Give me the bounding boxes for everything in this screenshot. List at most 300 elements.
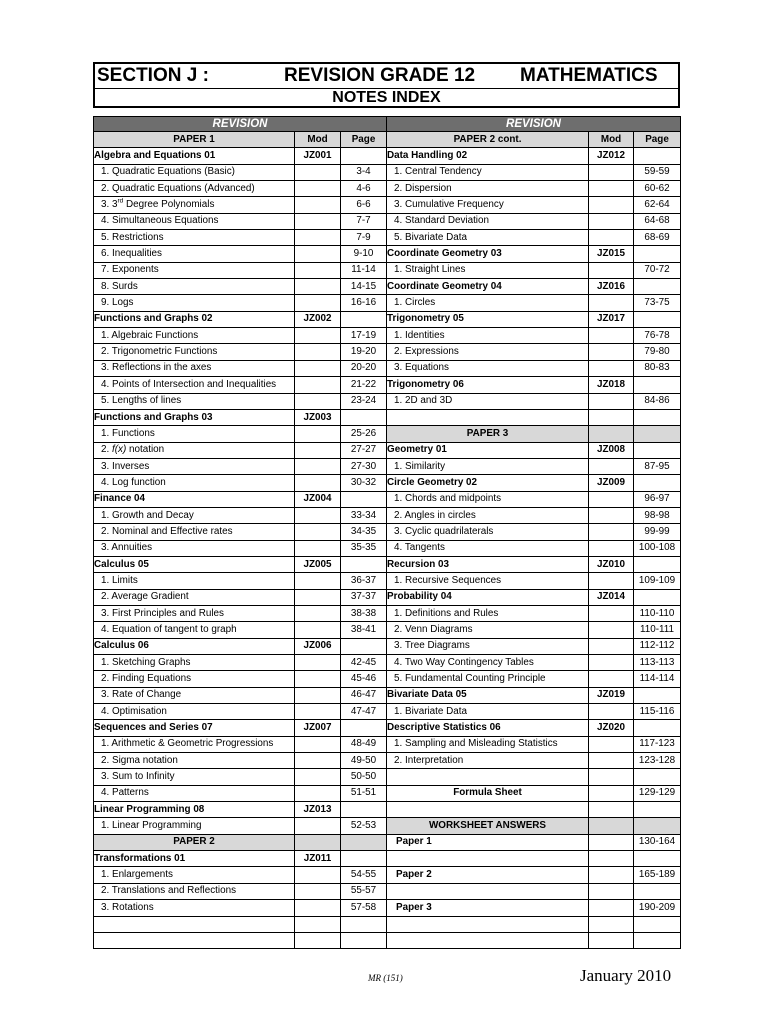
page-range-cell: 4-6 bbox=[341, 181, 387, 197]
page-range-cell: 123-128 bbox=[634, 753, 681, 769]
page-range-cell: 7-7 bbox=[341, 213, 387, 229]
page-range-cell: 110-111 bbox=[634, 622, 681, 638]
empty-cell bbox=[94, 916, 295, 932]
topic-item-cell bbox=[387, 197, 589, 213]
section-title-cell: Circle Geometry 02 bbox=[387, 475, 589, 491]
page-range-cell bbox=[341, 556, 387, 572]
notes-index-subtitle: NOTES INDEX bbox=[332, 89, 441, 106]
revision-label-left: REVISION bbox=[94, 117, 387, 132]
page-range-cell bbox=[341, 720, 387, 736]
section-title-cell: Calculus 06 bbox=[94, 638, 295, 654]
paper2-cont-header: PAPER 2 cont. bbox=[387, 132, 589, 148]
empty-cell bbox=[589, 916, 634, 932]
table-row bbox=[94, 802, 681, 818]
page-range-cell bbox=[634, 720, 681, 736]
empty-cell bbox=[295, 916, 341, 932]
topic-item-cell bbox=[94, 524, 295, 540]
topic-item-cell bbox=[94, 377, 295, 393]
module-code-cell bbox=[589, 622, 634, 638]
empty-cell bbox=[295, 834, 341, 850]
page-range-cell: 59-59 bbox=[634, 164, 681, 180]
page-range-cell: 87-95 bbox=[634, 458, 681, 474]
topic-item-cell bbox=[94, 507, 295, 523]
table-row bbox=[94, 704, 681, 720]
table-row bbox=[94, 720, 681, 736]
table-row bbox=[94, 638, 681, 654]
table-row bbox=[94, 344, 681, 360]
mod-header-right: Mod bbox=[589, 132, 634, 148]
topic-item-cell bbox=[94, 328, 295, 344]
empty-cell bbox=[589, 769, 634, 785]
topic-item-cell bbox=[387, 344, 589, 360]
table-row bbox=[94, 262, 681, 278]
module-code-cell: JZ009 bbox=[589, 475, 634, 491]
topic-item-text: 1. Linear Programming bbox=[101, 820, 202, 832]
topic-item-text: 4. Optimisation bbox=[101, 705, 167, 717]
topic-item-text: 5. Lengths of lines bbox=[101, 395, 182, 407]
page-range-cell: 20-20 bbox=[341, 360, 387, 376]
page-range-cell: 99-99 bbox=[634, 524, 681, 540]
table-row bbox=[94, 818, 681, 834]
table-row bbox=[94, 851, 681, 867]
module-code-cell bbox=[589, 671, 634, 687]
empty-cell bbox=[589, 802, 634, 818]
topic-item-cell bbox=[94, 230, 295, 246]
topic-item-text: 4. Simultaneous Equations bbox=[101, 215, 219, 227]
topic-item-cell bbox=[94, 393, 295, 409]
topic-item-cell bbox=[94, 181, 295, 197]
module-code-cell bbox=[589, 164, 634, 180]
table-row bbox=[94, 769, 681, 785]
page-range-cell: 33-34 bbox=[341, 507, 387, 523]
module-code-cell bbox=[589, 213, 634, 229]
module-code-cell: JZ018 bbox=[589, 377, 634, 393]
page-range-cell bbox=[634, 377, 681, 393]
topic-item-cell bbox=[387, 753, 589, 769]
empty-cell bbox=[634, 883, 681, 899]
table-row bbox=[94, 409, 681, 425]
paper1-header: PAPER 1 bbox=[94, 132, 295, 148]
empty-cell bbox=[634, 426, 681, 442]
page-range-cell bbox=[634, 442, 681, 458]
revision-label-right: REVISION bbox=[387, 117, 681, 132]
section-title-cell: Calculus 05 bbox=[94, 556, 295, 572]
topic-item-text: 1. Enlargements bbox=[101, 869, 173, 881]
topic-item-text: 2. Sigma notation bbox=[101, 754, 178, 766]
empty-cell bbox=[634, 769, 681, 785]
page-range-cell: 98-98 bbox=[634, 507, 681, 523]
module-code-cell bbox=[295, 213, 341, 229]
empty-cell bbox=[634, 802, 681, 818]
page-range-cell: 14-15 bbox=[341, 279, 387, 295]
topic-item-cell bbox=[387, 655, 589, 671]
topic-item-text: 2. Finding Equations bbox=[101, 673, 192, 685]
page-range-cell: 50-50 bbox=[341, 769, 387, 785]
module-code-cell bbox=[295, 589, 341, 605]
module-code-cell bbox=[589, 458, 634, 474]
page-range-cell: 37-37 bbox=[341, 589, 387, 605]
topic-item-text: 4. Tangents bbox=[394, 542, 445, 554]
module-code-cell bbox=[295, 540, 341, 556]
revision-grade-title: REVISION GRADE 12 bbox=[284, 65, 476, 86]
page-range-cell: 36-37 bbox=[341, 573, 387, 589]
empty-cell bbox=[589, 932, 634, 948]
empty-cell bbox=[387, 769, 589, 785]
page-range-cell: 27-30 bbox=[341, 458, 387, 474]
topic-item-text: 2. Nominal and Effective rates bbox=[101, 525, 233, 537]
topic-item-text: 4. Standard Deviation bbox=[394, 215, 489, 227]
module-code-cell bbox=[589, 344, 634, 360]
page-range-cell bbox=[341, 311, 387, 327]
topic-item-cell bbox=[94, 736, 295, 752]
topic-item-text: 6. Inequalities bbox=[101, 248, 162, 260]
empty-cell bbox=[387, 916, 589, 932]
section-title-cell: Functions and Graphs 02 bbox=[94, 311, 295, 327]
empty-cell bbox=[589, 883, 634, 899]
module-code-cell bbox=[295, 230, 341, 246]
page-range-cell: 73-75 bbox=[634, 295, 681, 311]
page-range-cell bbox=[341, 851, 387, 867]
topic-item-cell bbox=[94, 262, 295, 278]
module-code-cell: JZ012 bbox=[589, 148, 634, 164]
topic-item-cell bbox=[94, 655, 295, 671]
topic-item-cell bbox=[94, 164, 295, 180]
page-range-cell bbox=[634, 687, 681, 703]
module-code-cell: JZ020 bbox=[589, 720, 634, 736]
section-title-cell: Probability 04 bbox=[387, 589, 589, 605]
topic-item-text: 4. Equation of tangent to graph bbox=[101, 623, 237, 635]
title-row bbox=[95, 64, 678, 89]
page-range-cell: 79-80 bbox=[634, 344, 681, 360]
topic-item-text: 1. Recursive Sequences bbox=[394, 574, 502, 586]
module-code-cell: JZ003 bbox=[295, 409, 341, 425]
module-code-cell bbox=[295, 883, 341, 899]
topic-item-italic: f(x) bbox=[111, 444, 127, 456]
module-code-cell bbox=[589, 360, 634, 376]
topic-item-text: 1. Quadratic Equations (Basic) bbox=[101, 166, 235, 178]
module-code-cell bbox=[295, 344, 341, 360]
page-range-cell: 21-22 bbox=[341, 377, 387, 393]
topic-item-cell bbox=[387, 181, 589, 197]
topic-item-text: 1. Limits bbox=[101, 574, 138, 586]
table-row bbox=[94, 605, 681, 621]
empty-cell bbox=[634, 916, 681, 932]
topic-item-text: 5. Restrictions bbox=[101, 231, 164, 243]
page-range-cell: 130-164 bbox=[634, 834, 681, 850]
topic-item-cell bbox=[94, 344, 295, 360]
topic-item-cell bbox=[94, 360, 295, 376]
module-code-cell bbox=[295, 393, 341, 409]
empty-cell bbox=[387, 883, 589, 899]
table-row bbox=[94, 556, 681, 572]
topic-item-cell bbox=[94, 671, 295, 687]
page-range-cell: 3-4 bbox=[341, 164, 387, 180]
empty-cell bbox=[589, 818, 634, 834]
page-range-cell: 64-68 bbox=[634, 213, 681, 229]
table-row bbox=[94, 671, 681, 687]
module-code-cell bbox=[589, 638, 634, 654]
page-range-cell: 62-64 bbox=[634, 197, 681, 213]
module-code-cell bbox=[295, 507, 341, 523]
page-range-cell: 30-32 bbox=[341, 475, 387, 491]
page-range-cell bbox=[341, 409, 387, 425]
topic-item-text: 7. Exponents bbox=[101, 264, 159, 276]
page-range-cell: 76-78 bbox=[634, 328, 681, 344]
module-code-cell bbox=[589, 507, 634, 523]
page-range-cell: 42-45 bbox=[341, 655, 387, 671]
module-code-cell bbox=[589, 605, 634, 621]
page-range-cell: 110-110 bbox=[634, 605, 681, 621]
module-code-cell: JZ017 bbox=[589, 311, 634, 327]
page-range-cell bbox=[634, 311, 681, 327]
notes-index-table bbox=[93, 116, 681, 949]
empty-cell bbox=[634, 818, 681, 834]
topic-item-cell bbox=[94, 785, 295, 801]
topic-item-cell bbox=[94, 900, 295, 916]
topic-item-text: 2. Average Gradient bbox=[101, 591, 189, 603]
topic-item-cell bbox=[387, 671, 589, 687]
empty-cell bbox=[634, 409, 681, 425]
page-range-cell: 68-69 bbox=[634, 230, 681, 246]
topic-item-text: 2. bbox=[101, 444, 112, 456]
module-code-cell bbox=[295, 900, 341, 916]
page-range-cell: 47-47 bbox=[341, 704, 387, 720]
page-range-cell: 25-26 bbox=[341, 426, 387, 442]
paper-header-cell: PAPER 2 bbox=[94, 834, 295, 850]
topic-item-text: 2. Expressions bbox=[394, 346, 459, 358]
topic-item-cell bbox=[387, 393, 589, 409]
module-code-cell bbox=[295, 622, 341, 638]
topic-item-text: 3. Cyclic quadrilaterals bbox=[394, 525, 494, 537]
section-title-cell: Recursion 03 bbox=[387, 556, 589, 572]
table-row bbox=[94, 883, 681, 899]
topic-item-cell bbox=[94, 605, 295, 621]
table-row bbox=[94, 785, 681, 801]
empty-cell bbox=[589, 851, 634, 867]
topic-item-cell bbox=[387, 638, 589, 654]
topic-item-cell bbox=[94, 458, 295, 474]
topic-item-text: 3. Rotations bbox=[101, 901, 154, 913]
topic-item-cell bbox=[94, 540, 295, 556]
empty-cell bbox=[634, 932, 681, 948]
page-range-cell: 17-19 bbox=[341, 328, 387, 344]
page-range-cell: 9-10 bbox=[341, 246, 387, 262]
topic-item-cell bbox=[387, 736, 589, 752]
empty-cell bbox=[589, 409, 634, 425]
topic-item-cell bbox=[387, 230, 589, 246]
page-range-cell: 11-14 bbox=[341, 262, 387, 278]
topic-item-cell bbox=[387, 295, 589, 311]
topic-item-text: 1. Circles bbox=[394, 297, 436, 309]
table-row bbox=[94, 181, 681, 197]
topic-item-cell bbox=[387, 262, 589, 278]
module-code-cell bbox=[295, 687, 341, 703]
section-title-cell: Coordinate Geometry 03 bbox=[387, 246, 589, 262]
module-code-cell bbox=[589, 181, 634, 197]
module-code-cell bbox=[589, 328, 634, 344]
page-range-cell bbox=[341, 148, 387, 164]
module-code-cell bbox=[589, 834, 634, 850]
topic-item-text: 2. Quadratic Equations (Advanced) bbox=[101, 182, 255, 194]
topic-item-text: 8. Surds bbox=[101, 280, 138, 292]
topic-item-text: 3. 3 bbox=[101, 199, 118, 211]
page-range-cell: 16-16 bbox=[341, 295, 387, 311]
page-header-left: Page bbox=[341, 132, 387, 148]
page-range-cell: 113-113 bbox=[634, 655, 681, 671]
topic-item-text: 1. Sampling and Misleading Statistics bbox=[394, 738, 558, 750]
topic-item-text: 1. Identities bbox=[394, 329, 445, 341]
topic-item-text: 3. Cumulative Frequency bbox=[394, 199, 504, 211]
topic-item-text: 3. First Principles and Rules bbox=[101, 607, 224, 619]
module-code-cell: JZ001 bbox=[295, 148, 341, 164]
topic-item-text-suffix: notation bbox=[126, 444, 165, 456]
module-code-cell: JZ016 bbox=[589, 279, 634, 295]
topic-item-cell bbox=[94, 769, 295, 785]
table-row bbox=[94, 393, 681, 409]
empty-cell bbox=[589, 426, 634, 442]
topic-item-cell bbox=[94, 867, 295, 883]
topic-item-cell bbox=[94, 442, 295, 458]
section-title-cell: Functions and Graphs 03 bbox=[94, 409, 295, 425]
topic-item-cell bbox=[94, 573, 295, 589]
module-code-cell bbox=[295, 328, 341, 344]
module-code-cell bbox=[589, 197, 634, 213]
page-range-cell: 45-46 bbox=[341, 671, 387, 687]
table-row bbox=[94, 867, 681, 883]
module-code-cell: JZ007 bbox=[295, 720, 341, 736]
module-code-cell bbox=[295, 164, 341, 180]
module-code-cell bbox=[589, 491, 634, 507]
title-box bbox=[93, 62, 680, 108]
module-code-cell: JZ019 bbox=[589, 687, 634, 703]
topic-item-cell bbox=[94, 883, 295, 899]
section-title-cell: Data Handling 02 bbox=[387, 148, 589, 164]
topic-item-text: 2. Angles in circles bbox=[394, 509, 476, 521]
page-range-cell: 19-20 bbox=[341, 344, 387, 360]
module-code-cell bbox=[589, 736, 634, 752]
empty-cell bbox=[387, 932, 589, 948]
module-code-cell bbox=[589, 230, 634, 246]
topic-item-cell bbox=[387, 491, 589, 507]
paper-header-cell: WORKSHEET ANSWERS bbox=[387, 818, 589, 834]
page-range-cell: 112-112 bbox=[634, 638, 681, 654]
section-title-cell: Geometry 01 bbox=[387, 442, 589, 458]
module-code-cell bbox=[295, 605, 341, 621]
topic-item-cell bbox=[94, 589, 295, 605]
empty-cell bbox=[341, 834, 387, 850]
page-range-cell: 23-24 bbox=[341, 393, 387, 409]
module-code-cell bbox=[295, 769, 341, 785]
table-row bbox=[94, 524, 681, 540]
module-code-cell: JZ013 bbox=[295, 802, 341, 818]
module-code-cell bbox=[295, 785, 341, 801]
table-row bbox=[94, 916, 681, 932]
topic-item-text: 2. Venn Diagrams bbox=[394, 623, 473, 635]
page-range-cell: 51-51 bbox=[341, 785, 387, 801]
topic-item-cell bbox=[94, 246, 295, 262]
page-range-cell bbox=[634, 556, 681, 572]
topic-item-text: 3. Sum to Infinity bbox=[101, 771, 175, 783]
module-code-cell: JZ005 bbox=[295, 556, 341, 572]
topic-item-text: 1. Sketching Graphs bbox=[101, 656, 191, 668]
table-row bbox=[94, 328, 681, 344]
topic-item-cell bbox=[94, 687, 295, 703]
topic-item-text: 1. Chords and midpoints bbox=[394, 493, 502, 505]
module-code-cell bbox=[295, 704, 341, 720]
table-row bbox=[94, 655, 681, 671]
section-title-cell: Algebra and Equations 01 bbox=[94, 148, 295, 164]
footer-date: January 2010 bbox=[580, 966, 672, 985]
table-row bbox=[94, 311, 681, 327]
empty-cell bbox=[341, 932, 387, 948]
worksheet-answers-label: Paper 3 bbox=[387, 900, 589, 916]
page-header-right: Page bbox=[634, 132, 681, 148]
table-row bbox=[94, 622, 681, 638]
table-row bbox=[94, 442, 681, 458]
topic-item-text: 4. Two Way Contingency Tables bbox=[394, 656, 534, 668]
topic-item-text: 1. Central Tendency bbox=[394, 166, 482, 178]
table-row bbox=[94, 491, 681, 507]
page-range-cell: 35-35 bbox=[341, 540, 387, 556]
topic-item-text: 1. Similarity bbox=[394, 460, 446, 472]
topic-item-cell bbox=[387, 573, 589, 589]
table-row bbox=[94, 148, 681, 164]
table-row bbox=[94, 164, 681, 180]
table-row bbox=[94, 230, 681, 246]
table-row bbox=[94, 213, 681, 229]
topic-item-text: 9. Logs bbox=[101, 297, 134, 309]
page-range-cell: 115-116 bbox=[634, 704, 681, 720]
topic-item-text: 3. Tree Diagrams bbox=[394, 640, 470, 652]
page-range-cell: 84-86 bbox=[634, 393, 681, 409]
section-title-cell: Transformations 01 bbox=[94, 851, 295, 867]
module-code-cell bbox=[295, 426, 341, 442]
module-code-cell bbox=[589, 295, 634, 311]
topic-item-cell bbox=[94, 279, 295, 295]
page-range-cell: 80-83 bbox=[634, 360, 681, 376]
page-range-cell: 117-123 bbox=[634, 736, 681, 752]
section-title-cell: Bivariate Data 05 bbox=[387, 687, 589, 703]
module-code-cell: JZ004 bbox=[295, 491, 341, 507]
module-code-cell bbox=[295, 655, 341, 671]
topic-item-text: 1. Growth and Decay bbox=[101, 509, 194, 521]
footer-code: MR (151) bbox=[368, 973, 403, 983]
table-row bbox=[94, 589, 681, 605]
module-code-cell bbox=[295, 753, 341, 769]
module-code-cell bbox=[295, 295, 341, 311]
table-row bbox=[94, 900, 681, 916]
page-range-cell: 52-53 bbox=[341, 818, 387, 834]
mod-header-left: Mod bbox=[295, 132, 341, 148]
module-code-cell bbox=[589, 655, 634, 671]
module-code-cell bbox=[589, 867, 634, 883]
module-code-cell bbox=[589, 262, 634, 278]
module-code-cell: JZ015 bbox=[589, 246, 634, 262]
topic-item-text: 1. 2D and 3D bbox=[394, 395, 453, 407]
page-range-cell bbox=[634, 475, 681, 491]
section-title-cell: Sequences and Series 07 bbox=[94, 720, 295, 736]
topic-item-text: 1. Bivariate Data bbox=[394, 705, 468, 717]
page-range-cell: 57-58 bbox=[341, 900, 387, 916]
topic-item-cell bbox=[94, 426, 295, 442]
module-code-cell: JZ011 bbox=[295, 851, 341, 867]
table-row bbox=[94, 475, 681, 491]
module-code-cell bbox=[295, 262, 341, 278]
topic-item-text: 4. Points of Intersection and Inequalities bbox=[101, 378, 277, 390]
module-code-cell bbox=[295, 197, 341, 213]
topic-item-cell bbox=[387, 328, 589, 344]
topic-item-cell bbox=[94, 753, 295, 769]
